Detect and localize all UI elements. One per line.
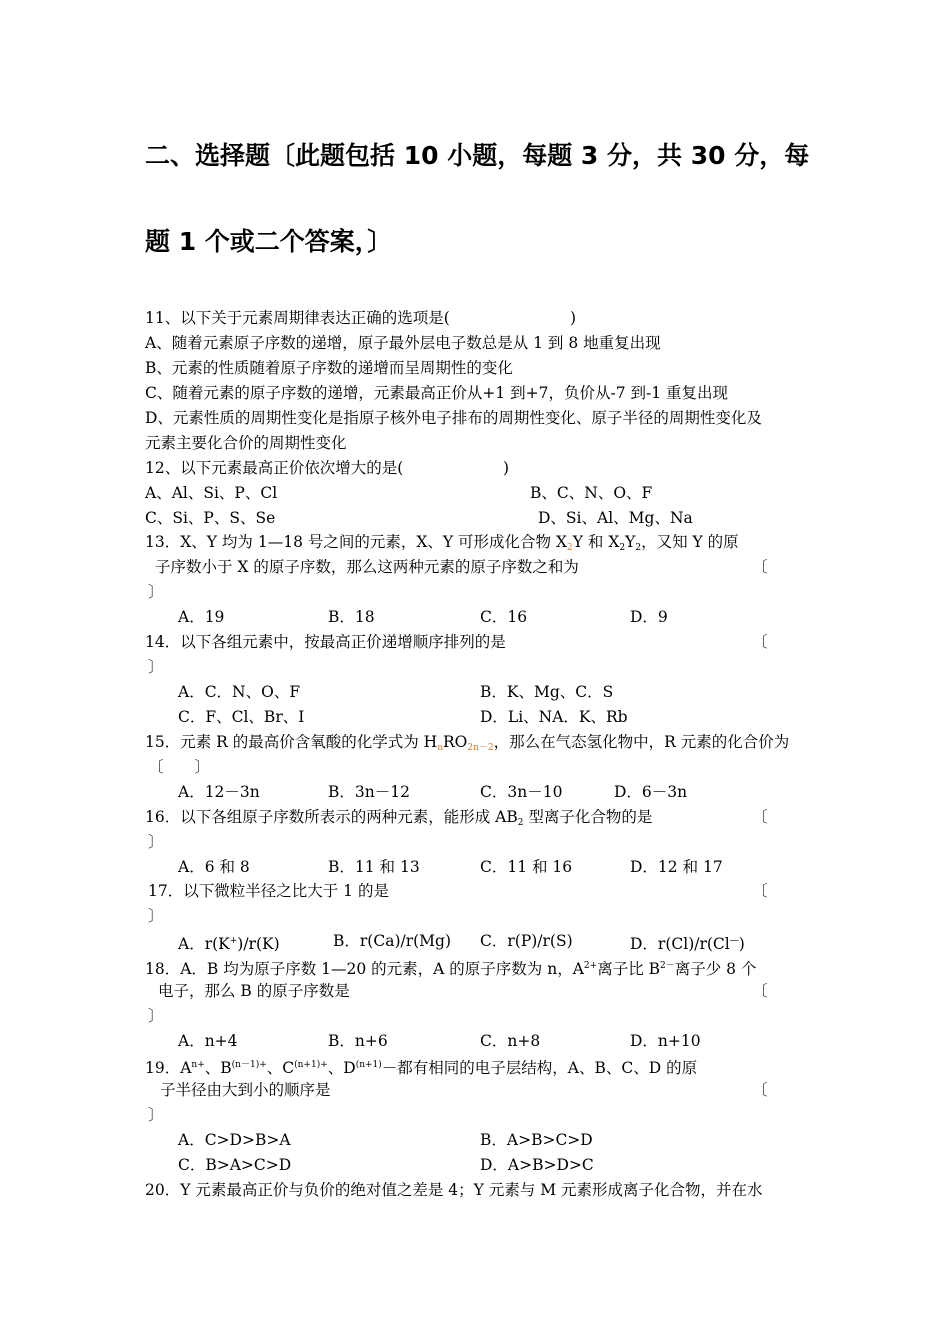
question-13-paren-open: 〔 bbox=[752, 558, 768, 576]
question-13-option-b: B．18 bbox=[328, 608, 375, 626]
section-title-line1: 二、选择题〔此题包括 10 小题，每题 3 分，共 30 分，每 bbox=[145, 141, 810, 170]
question-16-option-a: A．6 和 8 bbox=[178, 858, 250, 876]
question-11-option-c: C、随着元素的原子序数的递增，元素最高正价从+1 到+7，负价从-7 到-1 重复出现 bbox=[145, 384, 729, 402]
question-17-stem: 17．以下微粒半径之比大于 1 的是 bbox=[148, 882, 389, 900]
question-15-option-c: C．3n－10 bbox=[480, 783, 563, 801]
question-19-paren-open: 〔 bbox=[752, 1081, 768, 1099]
question-14-paren-open: 〔 bbox=[752, 633, 768, 651]
question-11-option-b: B、元素的性质随着原子序数的递增而呈周期性的变化 bbox=[145, 359, 513, 377]
question-12-answer-paren: ) bbox=[503, 459, 510, 477]
question-17-option-b: B．r(Ca)/r(Mg) bbox=[333, 932, 452, 950]
question-12-stem: 12、以下元素最高正价依次增大的是( bbox=[145, 459, 404, 477]
question-12-option-a: A、Al、Si、P、Cl bbox=[145, 484, 278, 502]
question-13-option-a: A．19 bbox=[178, 608, 225, 626]
question-18-paren-open: 〔 bbox=[752, 982, 768, 1000]
question-17-option-a: A．r(K+)/r(K) bbox=[178, 935, 280, 953]
question-18-option-a: A．n+4 bbox=[178, 1032, 238, 1050]
question-20-stem: 20．Y 元素最高正价与负价的绝对值之差是 4；Y 元素与 M 元素形成离子化合物，并在水 bbox=[145, 1181, 763, 1199]
question-16-option-b: B．11 和 13 bbox=[328, 858, 420, 876]
question-14-option-d: D．Li、NA．K、Rb bbox=[480, 708, 628, 726]
question-13-stem: 13．X、Y 均为 1—18 号之间的元素，X、Y 可形成化合物 $X_2Y$ 和 $X_2Y_2$，又知 Y 的原 bbox=[145, 533, 739, 553]
question-18-stem-line2: 电子，那么 B 的原子序数是 bbox=[158, 982, 350, 1000]
question-11-answer-paren: ) bbox=[570, 309, 577, 327]
question-17-paren-close: 〕 bbox=[148, 907, 164, 925]
question-19-option-d: D．A>B>D>C bbox=[480, 1156, 594, 1174]
question-11-option-a: A、随着元素原子序数的递增，原子最外层电子数总是从 1 到 8 地重复出现 bbox=[145, 334, 661, 352]
question-18-stem: 18．A．B 均为原子序数 1—20 的元素，A 的原子序数为 n，$A^{2+}$离子比 $B^{2-}$离子少 8 个 bbox=[145, 960, 757, 978]
question-13-option-d: D．9 bbox=[630, 608, 668, 626]
question-15-option-a: A．12－3n bbox=[178, 783, 260, 801]
question-11-option-d-line2: 元素主要化合价的周期性变化 bbox=[145, 434, 347, 452]
question-15-stem: 15．元素 R 的最高价含氧酸的化学式为 $H_nRO_{2n-2}$，那么在气态氢化物中，R 元素的化合价为 bbox=[145, 733, 790, 753]
question-16-paren-open: 〔 bbox=[752, 808, 768, 826]
question-14-option-b: B．K、Mg、C．S bbox=[480, 683, 614, 701]
question-13-paren-close: 〕 bbox=[148, 583, 164, 601]
question-17-option-c: C．r(P)/r(S) bbox=[480, 932, 573, 950]
question-11-option-d-line1: D、元素性质的周期性变化是指原子核外电子排布的周期性变化、原子半径的周期性变化及 bbox=[145, 409, 762, 427]
question-19-option-a: A．C>D>B>A bbox=[178, 1131, 291, 1149]
question-12-option-c: C、Si、P、S、Se bbox=[145, 509, 276, 527]
question-18-paren-close: 〕 bbox=[148, 1007, 164, 1025]
question-17-option-d: D．r(Cl)/r(Cl—) bbox=[630, 935, 745, 953]
question-16-option-c: C．11 和 16 bbox=[480, 858, 573, 876]
question-19-stem: 19．$A^{n+}$、$B^{(n-1)+}$、$C^{(n+1)+}$、$D^{(n+1)}-$都有相同的电子层结构，A、B、C、D 的原 bbox=[145, 1059, 698, 1077]
question-14-option-c: C．F、Cl、Br、I bbox=[178, 708, 305, 726]
question-14-option-a: A．C．N、O、F bbox=[178, 683, 301, 701]
question-11-stem: 11、以下关于元素周期律表达正确的选项是( bbox=[145, 309, 450, 327]
section-title-line2: 题 1 个或二个答案，〕 bbox=[145, 227, 393, 256]
question-14-stem: 14．以下各组元素中，按最高正价递增顺序排列的是 bbox=[145, 633, 506, 651]
question-19-option-c: C．B>A>C>D bbox=[178, 1156, 292, 1174]
question-17-paren-open: 〔 bbox=[752, 882, 768, 900]
question-15-option-b: B．3n－12 bbox=[328, 783, 410, 801]
question-15-answer-paren: 〔 〕 bbox=[148, 758, 211, 776]
question-16-stem: 16．以下各组原子序数所表示的两种元素，能形成 $AB_2$ 型离子化合物的是 bbox=[145, 808, 653, 828]
question-15-option-d: D．6－3n bbox=[614, 783, 688, 801]
question-18-option-d: D．n+10 bbox=[630, 1032, 701, 1050]
question-16-option-d: D．12 和 17 bbox=[630, 858, 723, 876]
question-12-option-d: D、Si、Al、Mg、Na bbox=[538, 509, 693, 527]
question-12-option-b: B、C、N、O、F bbox=[530, 484, 653, 502]
question-16-paren-close: 〕 bbox=[148, 833, 164, 851]
question-19-option-b: B．A>B>C>D bbox=[480, 1131, 593, 1149]
question-19-paren-close: 〕 bbox=[148, 1106, 164, 1124]
question-13-stem-line2: 子序数小于 X 的原子序数，那么这两种元素的原子序数之和为 bbox=[155, 558, 579, 576]
question-14-paren-close: 〕 bbox=[148, 658, 164, 676]
question-18-option-b: B．n+6 bbox=[328, 1032, 388, 1050]
question-13-option-c: C．16 bbox=[480, 608, 528, 626]
question-19-stem-line2: 子半径由大到小的顺序是 bbox=[160, 1081, 331, 1099]
question-18-option-c: C．n+8 bbox=[480, 1032, 541, 1050]
